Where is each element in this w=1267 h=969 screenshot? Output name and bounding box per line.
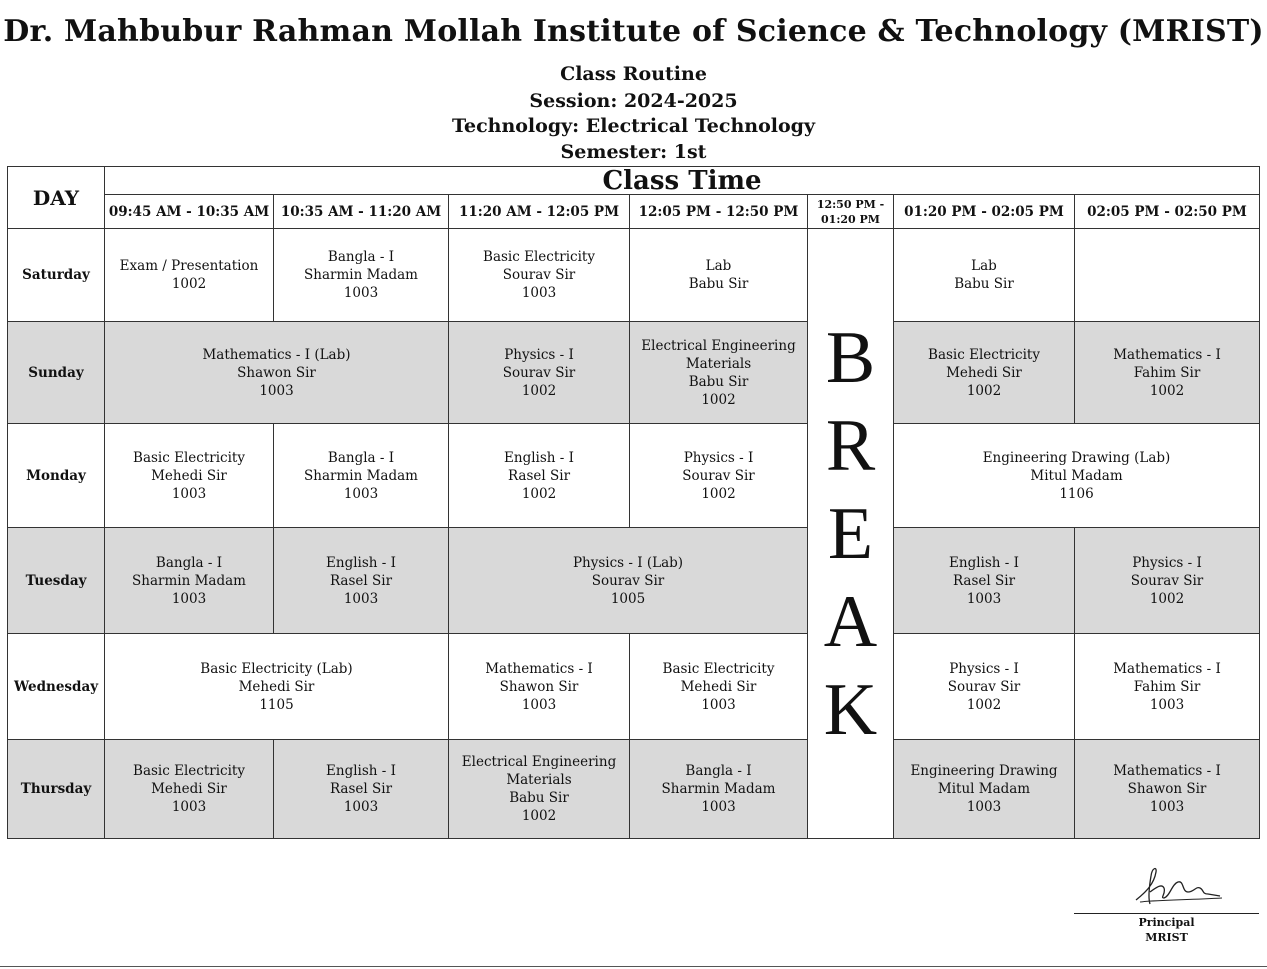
class-cell: Basic Electricity Mehedi Sir 1003	[105, 740, 274, 839]
principal-signature	[1126, 862, 1226, 914]
break-letter: K	[823, 668, 878, 751]
class-cell: Basic Electricity Mehedi Sir 1002	[894, 322, 1075, 424]
day-label: Thursday	[8, 740, 105, 839]
class-cell: Bangla - I Sharmin Madam 1003	[630, 740, 808, 839]
doc-type-heading: Class Routine	[560, 63, 707, 85]
class-cell: English - I Rasel Sir 1003	[274, 528, 449, 634]
class-cell: Mathematics - I Shawon Sir 1003	[1075, 740, 1260, 839]
class-cell: English - I Rasel Sir 1002	[449, 424, 630, 528]
class-cell: Lab Babu Sir	[630, 229, 808, 322]
class-cell: Engineering Drawing Mitul Madam 1003	[894, 740, 1075, 839]
class-cell: Physics - I Sourav Sir 1002	[1075, 528, 1260, 634]
time-slot-header: 01:20 PM - 02:05 PM	[894, 195, 1075, 229]
class-time-header: Class Time	[105, 167, 1260, 195]
class-cell: Physics - I Sourav Sir 1002	[630, 424, 808, 528]
table-row	[8, 322, 1260, 424]
institute-title: Dr. Mahbubur Rahman Mollah Institute of Science & Technology (MRIST)	[3, 14, 1264, 49]
signature-line	[1074, 913, 1259, 914]
day-label: Sunday	[8, 322, 105, 424]
class-cell: Physics - I (Lab) Sourav Sir 1005	[449, 528, 808, 634]
class-cell: English - I Rasel Sir 1003	[894, 528, 1075, 634]
class-cell: Electrical Engineering Materials Babu Sir 1002	[449, 740, 630, 839]
class-cell: Bangla - I Sharmin Madam 1003	[105, 528, 274, 634]
signature-block	[1074, 860, 1259, 950]
class-cell: Physics - I Sourav Sir 1002	[449, 322, 630, 424]
time-slot-header: 10:35 AM - 11:20 AM	[274, 195, 449, 229]
break-column	[808, 229, 894, 839]
table-row	[8, 634, 1260, 740]
table-row	[8, 424, 1260, 528]
day-column-header: DAY	[8, 167, 105, 229]
class-cell: Physics - I Sourav Sir 1002	[894, 634, 1075, 740]
time-slot-header: 11:20 AM - 12:05 PM	[449, 195, 630, 229]
break-slot-start: 12:50 PM -	[816, 197, 885, 211]
class-cell: Mathematics - I Fahim Sir 1003	[1075, 634, 1260, 740]
break-slot-end: 01:20 PM	[821, 212, 880, 226]
empty-cell	[1075, 229, 1260, 322]
class-cell: Bangla - I Sharmin Madam 1003	[274, 424, 449, 528]
break-letter: B	[825, 316, 876, 399]
break-letter: R	[825, 404, 876, 487]
class-cell: Mathematics - I Shawon Sir 1003	[449, 634, 630, 740]
break-letter: A	[823, 580, 878, 663]
day-label: Wednesday	[8, 634, 105, 740]
table-row	[8, 528, 1260, 634]
table-row	[8, 229, 1260, 322]
day-label: Monday	[8, 424, 105, 528]
time-slot-header: 09:45 AM - 10:35 AM	[105, 195, 274, 229]
class-cell: Basic Electricity Sourav Sir 1003	[449, 229, 630, 322]
class-cell: Basic Electricity Mehedi Sir 1003	[105, 424, 274, 528]
class-cell: Mathematics - I (Lab) Shawon Sir 1003	[105, 322, 449, 424]
time-slot-header: 12:05 PM - 12:50 PM	[630, 195, 808, 229]
break-slot-header	[808, 195, 894, 229]
signature-org: MRIST	[1145, 931, 1188, 944]
class-cell: Electrical Engineering Materials Babu Sir 1002	[630, 322, 808, 424]
break-letter: E	[827, 492, 874, 575]
session-heading: Session: 2024-2025	[529, 90, 738, 112]
class-routine-table	[7, 166, 1260, 839]
semester-heading: Semester: 1st	[560, 141, 707, 163]
table-row	[8, 740, 1260, 839]
class-cell: English - I Rasel Sir 1003	[274, 740, 449, 839]
class-cell: Basic Electricity (Lab) Mehedi Sir 1105	[105, 634, 449, 740]
day-label: Tuesday	[8, 528, 105, 634]
principal-label: Principal	[1138, 916, 1195, 929]
class-cell: Lab Babu Sir	[894, 229, 1075, 322]
day-label: Saturday	[8, 229, 105, 322]
time-slot-header: 02:05 PM - 02:50 PM	[1075, 195, 1260, 229]
class-cell: Basic Electricity Mehedi Sir 1003	[630, 634, 808, 740]
class-cell: Exam / Presentation 1002	[105, 229, 274, 322]
class-cell: Engineering Drawing (Lab) Mitul Madam 1106	[894, 424, 1260, 528]
class-cell: Mathematics - I Fahim Sir 1002	[1075, 322, 1260, 424]
bottom-divider	[0, 966, 1267, 967]
class-cell: Bangla - I Sharmin Madam 1003	[274, 229, 449, 322]
technology-heading: Technology: Electrical Technology	[452, 115, 815, 137]
